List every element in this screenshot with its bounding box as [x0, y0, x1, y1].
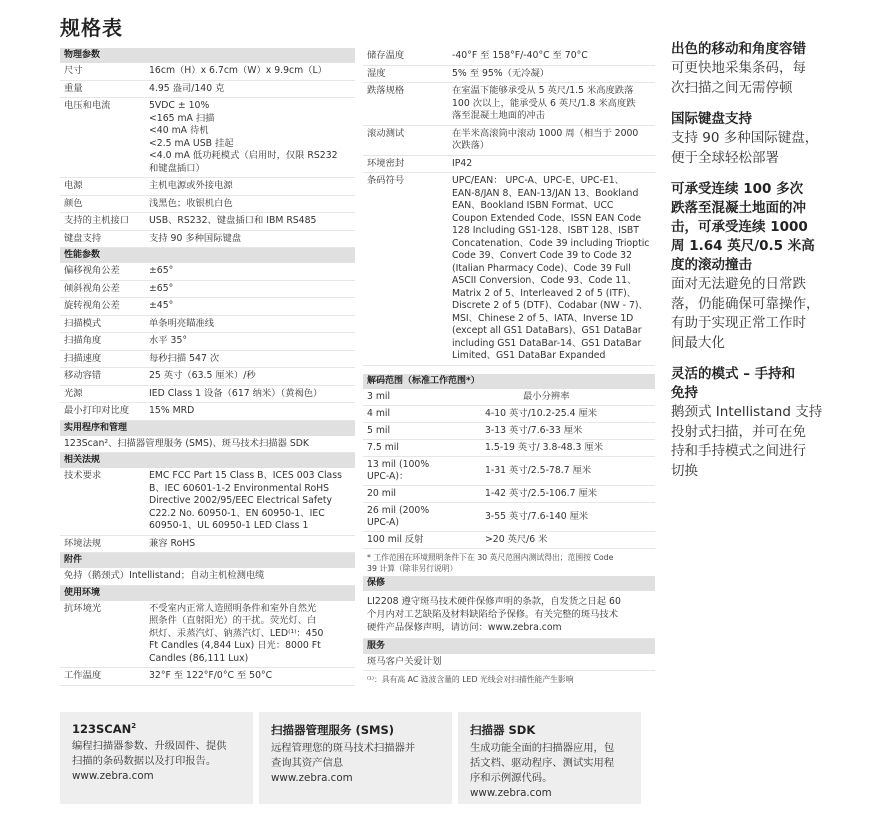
spec-value-line: Limited、GS1 DataBar Expanded — [452, 350, 606, 361]
text-line: LI2208 遵守斑马技术硬件保修声明的条款，自发货之日起 60 — [367, 595, 621, 607]
feature-body — [671, 59, 831, 98]
feature-title — [671, 40, 831, 59]
decode-row — [363, 457, 655, 486]
spec-label: 偏移视角公差 — [64, 265, 120, 276]
feature-body-line: 面对无法避免的日常跌 — [671, 276, 806, 292]
spec-row — [60, 536, 355, 554]
decode-density-line: 13 mil (100% — [367, 458, 430, 470]
spec-value-line: 水平 35° — [149, 335, 188, 346]
spec-label: 扫描角度 — [64, 335, 102, 346]
decode-barcode-density — [367, 459, 485, 483]
spec-row — [60, 63, 355, 81]
spec-value — [149, 405, 355, 418]
feature-title-line: 出色的移动和角度容错 — [671, 41, 806, 57]
spec-row — [60, 231, 355, 249]
decode-barcode-density — [367, 505, 485, 529]
spec-row — [363, 126, 655, 156]
spec-label: 重量 — [64, 82, 83, 94]
feature-block — [671, 365, 831, 481]
spec-value — [149, 265, 355, 278]
decode-row — [363, 503, 655, 532]
decode-row — [363, 406, 655, 423]
spec-value-line: 32°F 至 122°F/0°C 至 50°C — [149, 670, 273, 681]
decode-density-line: 4 mil — [367, 407, 391, 419]
spec-row — [60, 333, 355, 351]
feature-body-line: 落，仍能确保可靠操作， — [671, 295, 820, 312]
spec-label: 跌落规格 — [367, 85, 405, 96]
warranty-text — [363, 591, 655, 639]
spec-row — [60, 386, 355, 404]
spec-value-line: EAN-8/JAN 8、EAN-13/JAN 13、Bookland — [452, 187, 639, 199]
spec-value-line: Code 39、Convert Code 39 to Code 32 — [452, 250, 633, 261]
box-description-line: 生成功能全面的扫描器应用，包 — [470, 742, 615, 754]
box-title — [470, 722, 629, 738]
feature-title-line: 国际键盘支持 — [671, 111, 752, 127]
spec-value-line: EAN、Bookland ISBN Format、UCC — [452, 200, 614, 211]
spec-value-line: USB、RS232、键盘插口和 IBM RS485 — [149, 215, 317, 226]
spec-value-line: 5% 至 95%（无冷凝） — [452, 67, 550, 79]
spec-value — [149, 335, 355, 348]
spec-value — [149, 370, 355, 383]
spec-row — [60, 468, 355, 536]
box-123scan — [60, 712, 253, 804]
spec-label: 支持的主机接口 — [64, 215, 130, 226]
spec-value — [452, 50, 655, 63]
spec-value-line: ±45° — [149, 300, 174, 311]
decode-density-line: 20 mil — [367, 487, 397, 499]
box-description — [271, 741, 440, 771]
decode-header-value: 最小分辨率 — [523, 390, 570, 402]
spec-row — [363, 48, 655, 66]
spec-value-line: ASCII Conversion、Code 93、Code 11、 — [452, 275, 637, 286]
box-description-line: 括文档、驱动程序、测试实用程 — [470, 757, 615, 769]
decode-header-row — [363, 389, 655, 406]
spec-value — [149, 180, 355, 193]
spec-row — [60, 351, 355, 369]
page-title: 规格表 — [60, 16, 123, 40]
decode-barcode-density — [367, 408, 485, 420]
decode-rows — [363, 406, 655, 549]
spec-row — [363, 66, 655, 84]
box-sdk — [458, 712, 641, 804]
spec-value-line: Discrete 2 of 5 (DTF)、Codabar (NW - 7)、 — [452, 300, 648, 311]
spec-row — [60, 368, 355, 386]
spec-value — [149, 300, 355, 313]
feature-body-line: 有助于实现正常工作时 — [671, 315, 806, 331]
spec-value-line: UPC/EAN： UPC-A、UPC-E、UPC-E1、 — [452, 175, 624, 186]
decode-range-value: 1-42 英寸/2.5-106.7 厘米 — [485, 487, 598, 499]
spec-row — [60, 178, 355, 196]
spec-value-line: Directive 2002/95/EEC Electrical Safety — [149, 495, 332, 506]
box-description-line: 扫描的条码数据以及打印报告。 — [72, 755, 217, 767]
spec-value-line: 单条明亮瞄准线 — [149, 317, 215, 329]
spec-value — [149, 603, 355, 666]
led-footnote-text: ⁽¹⁾：具有高 AC 涟波含量的 LED 光线会对扫描性能产生影响 — [367, 675, 574, 684]
performance-rows — [60, 263, 355, 421]
feature-body-line: 次扫描之间无需停顿 — [671, 79, 793, 96]
box-description — [72, 739, 241, 769]
spec-label: 尺寸 — [64, 65, 83, 76]
spec-value-line: <40 mA 待机 — [149, 125, 209, 136]
spec-value-line: 4.95 盎司/140 克 — [149, 82, 225, 94]
text-line: 39 计算（除非另行说明） — [367, 563, 458, 573]
decode-density-line: UPC-A) — [367, 516, 400, 528]
spec-value — [149, 538, 355, 551]
spec-label: 湿度 — [367, 67, 386, 79]
text-line: 个月内对工艺缺陷及材料缺陷给予保修。有关完整的斑马技术 — [367, 608, 619, 620]
spec-value — [149, 283, 355, 296]
spec-value — [452, 175, 655, 363]
spec-label: 储存温度 — [367, 50, 405, 61]
spec-value-line: 次跌落） — [452, 140, 490, 151]
section-header-physical: 物理参数 — [60, 48, 355, 63]
spec-value-line: 128 Including GS1-128、ISBT 128、ISBT — [452, 225, 639, 236]
feature-block — [671, 110, 831, 168]
decode-range-value: 3-55 英寸/7.6-140 厘米 — [485, 510, 589, 522]
spec-value-line: 在半米高滚筒中滚动 1000 周（相当于 2000 — [452, 127, 639, 139]
spec-value-line: 不受室内正常人造照明条件和室外自然光 — [149, 602, 317, 614]
decode-row — [363, 423, 655, 440]
spec-value — [452, 85, 655, 123]
spec-value — [149, 670, 355, 683]
spec-value-line: 落至混凝土地面的冲击 — [452, 110, 545, 121]
decode-footnote — [363, 549, 655, 576]
feature-body — [671, 275, 831, 353]
spec-value-line: 和键盘插口） — [149, 162, 205, 174]
spec-value-line: (Italian Pharmacy Code)、Code 39 Full — [452, 262, 631, 274]
section-header-performance: 性能参数 — [60, 248, 355, 263]
spec-value — [149, 65, 355, 78]
spec-label: 光源 — [64, 387, 83, 399]
spec-value-line: EMC FCC Part 15 Class B、ICES 003 Class — [149, 470, 342, 481]
spec-label: 技术要求 — [64, 470, 102, 481]
text-line: 硬件产品保修声明，请访问：www.zebra.com — [367, 621, 562, 633]
spec-value-line: 浅黑色；收银机白色 — [149, 197, 233, 209]
decode-range-value: 3-13 英寸/7.6-33 厘米 — [485, 424, 583, 436]
spec-value — [149, 198, 355, 211]
spec-column-left — [60, 48, 355, 686]
spec-value-line: 照条件（直射阳光）的干扰。荧光灯、白 — [149, 615, 317, 626]
decode-density-line: 26 mil (200% — [367, 504, 430, 516]
feature-title-line: 周 1.64 英尺/0.5 米高 — [671, 238, 815, 254]
box-link[interactable]: www.zebra.com — [470, 787, 552, 799]
box-link[interactable]: www.zebra.com — [271, 772, 353, 784]
physical-rows — [60, 63, 355, 248]
accessories-text — [60, 568, 355, 586]
box-sms — [259, 712, 452, 804]
decode-range-value: 1.5-19 英寸/ 3.8-48.3 厘米 — [485, 441, 603, 453]
spec-value-line: -40°F 至 158°F/-40°C 至 70°C — [452, 50, 588, 61]
spec-value-line: Matrix 2 of 5、Interleaved 2 of 5 (ITF)、 — [452, 287, 637, 299]
spec-label: 环境密封 — [367, 157, 405, 169]
spec-label: 电压和电流 — [64, 100, 111, 111]
spec-label: 倾斜视角公差 — [64, 282, 120, 294]
spec-value-line: Concatenation、Code 39 including Trioptic — [452, 237, 650, 249]
spec-row — [60, 196, 355, 214]
spec-value-line: 在室温下能够承受从 5 英尺/1.5 米高度跌落 — [452, 85, 634, 96]
spec-value-line: Ft Candles (4,844 Lux) 日光：8000 Ft — [149, 640, 321, 651]
spec-value-line: MSI、Chinese 2 of 5、IATA、Inverse 1D — [452, 312, 634, 324]
spec-row — [363, 83, 655, 126]
spec-label: 环境法规 — [64, 537, 102, 549]
spec-label: 移动容错 — [64, 370, 102, 381]
section-header-service: 服务 — [363, 639, 655, 654]
spec-value-line: 5VDC ± 10% — [149, 100, 210, 111]
box-title-superscript: 2 — [131, 722, 137, 731]
spec-value — [149, 215, 355, 228]
spec-value-line: Candles (86,111 Lux) — [149, 652, 249, 664]
decode-density-line: UPC-A)： — [367, 470, 409, 482]
spec-value-line: IP42 — [452, 157, 473, 169]
decode-row — [363, 486, 655, 503]
section-header-accessories: 附件 — [60, 553, 355, 568]
accessories-value: 免持（鹅颈式）Intellistand；自动主机检测电缆 — [64, 570, 265, 581]
feature-title — [671, 110, 831, 129]
feature-body — [671, 403, 831, 481]
regulatory-rows — [60, 468, 355, 553]
spec-value-line: Coupon Extended Code、ISSN EAN Code — [452, 212, 642, 224]
spec-label: 键盘支持 — [64, 232, 102, 244]
spec-value — [452, 158, 655, 171]
box-description — [470, 741, 629, 786]
spec-value-line: C22.2 No. 60950-1、EN 60950-1、IEC — [149, 507, 325, 519]
decode-range-value: >20 英尺/6 米 — [485, 533, 548, 545]
spec-value-line: 每秒扫描 547 次 — [149, 352, 220, 364]
section-header-decode-range: 解码范围（标准工作范围*） — [363, 374, 655, 389]
feature-title-line: 可承受连续 100 多次 — [671, 181, 804, 197]
spec-value — [149, 100, 355, 175]
decode-row — [363, 532, 655, 549]
spec-label: 颜色 — [64, 197, 83, 209]
spec-label: 旋转视角公差 — [64, 300, 120, 311]
spec-value-line: 主机电源或外接电源 — [149, 180, 233, 191]
feature-title-line: 免持 — [671, 385, 698, 401]
box-title-text: 123SCAN — [72, 722, 132, 736]
box-link[interactable]: www.zebra.com — [72, 770, 154, 782]
feature-body-line: 投射式扫描，并可在免 — [671, 423, 806, 440]
spec-value — [452, 68, 655, 81]
feature-body — [671, 129, 831, 168]
decode-barcode-density — [367, 488, 485, 500]
decode-row — [363, 440, 655, 457]
spec-value-line: 25 英寸（63.5 厘米）/秒 — [149, 370, 256, 381]
box-title — [72, 722, 241, 736]
decode-density-line: 7.5 mil — [367, 441, 399, 453]
decode-density-line: 5 mil — [367, 424, 391, 436]
section-header-regulatory: 相关法规 — [60, 453, 355, 468]
feature-body-line: 切换 — [671, 462, 698, 479]
feature-highlights — [671, 40, 831, 493]
spec-row — [60, 98, 355, 178]
spec-value-line: 15% MRD — [149, 405, 195, 416]
box-description-line: 查询其资产信息 — [271, 757, 344, 769]
spec-row — [60, 316, 355, 334]
spec-value — [149, 83, 355, 96]
text-line: * 工作范围在环境照明条件下在 30 英尺范围内测试得出；范围按 Code — [367, 552, 614, 562]
spec-value-line: ±65° — [149, 282, 174, 294]
box-description-line: 编程扫描器参数、升级固件、提供 — [72, 740, 227, 752]
section-header-environment: 使用环境 — [60, 586, 355, 601]
spec-value-line: 兼容 RoHS — [149, 537, 196, 549]
service-text — [363, 654, 655, 672]
box-description-line: 远程管理您的斑马技术扫描器并 — [271, 742, 416, 754]
spec-value — [149, 318, 355, 331]
feature-body-line: 支持 90 多种国际键盘， — [671, 130, 819, 146]
spec-value-line: including GS1 DataBar-14、GS1 DataBar — [452, 337, 642, 349]
spec-value-line: <4.0 mA 低功耗模式（启用时，仅限 RS232 — [149, 150, 338, 161]
feature-block — [671, 180, 831, 353]
decode-barcode-density — [367, 425, 485, 437]
spec-label: 抗环境光 — [64, 602, 102, 614]
spec-label: 最小打印对比度 — [64, 405, 130, 416]
spec-value — [149, 388, 355, 401]
box-description-line: 序和示例源代码。 — [470, 772, 553, 784]
spec-label: 扫描模式 — [64, 317, 102, 329]
spec-value-line: 炽灯、汞蒸汽灯、钠蒸汽灯、LED⁽¹⁾：450 — [149, 627, 324, 639]
spec-row — [60, 81, 355, 99]
spec-value-line: IED Class 1 设备（617 纳米）（黄褐色） — [149, 387, 323, 399]
spec-value — [149, 233, 355, 246]
feature-title-line: 跌落至混凝土地面的冲 — [671, 200, 806, 216]
feature-title — [671, 180, 831, 275]
spec-label: 电源 — [64, 180, 83, 191]
spec-value-line: <165 mA 扫描 — [149, 112, 215, 124]
spec-row — [60, 403, 355, 421]
environment-rows — [60, 601, 355, 686]
spec-value-line: (except all GS1 DataBars)、GS1 DataBar — [452, 325, 642, 336]
decode-range-value: 4-10 英寸/10.2-25.4 厘米 — [485, 407, 598, 419]
spec-value-line: B、IEC 60601-1-2 Environmental RoHS — [149, 482, 330, 494]
decode-range-value: 1-31 英寸/2.5-78.7 厘米 — [485, 464, 592, 476]
decode-barcode-density — [367, 442, 485, 454]
utilities-text — [60, 436, 355, 454]
spec-row — [60, 281, 355, 299]
led-footnote — [363, 671, 655, 687]
spec-column-middle — [363, 48, 655, 687]
spec-row — [363, 173, 655, 366]
feature-body-line: 鹅颈式 Intellistand 支持 — [671, 404, 823, 420]
utilities-value: 123Scan²、扫描器管理服务 (SMS)、斑马技术扫描器 SDK — [64, 437, 309, 449]
feature-block — [671, 40, 831, 98]
feature-body-line: 间最大化 — [671, 334, 725, 351]
spec-value-line: 100 次以上，能承受从 6 英尺/1.8 米高度跌 — [452, 97, 636, 109]
spec-row — [60, 601, 355, 669]
spec-label: 工作温度 — [64, 670, 102, 681]
spec-value — [452, 128, 655, 153]
environment-rows-continued — [363, 48, 655, 366]
spec-value-line: 60950-1、UL 60950-1 LED Class 1 — [149, 520, 309, 531]
spec-value — [149, 353, 355, 366]
box-title-text: 扫描器管理服务 (SMS) — [271, 723, 395, 737]
feature-body-line: 便于全球轻松部署 — [671, 149, 779, 166]
feature-title-line: 灵活的模式 – 手持和 — [671, 366, 796, 382]
feature-title-line: 度的滚动撞击 — [671, 257, 752, 273]
spec-label: 条码符号 — [367, 175, 405, 186]
feature-title-line: 击，可承受连续 1000 — [671, 219, 808, 235]
feature-body-line: 可更快地采集条码，每 — [671, 60, 806, 76]
spec-value-line: ±65° — [149, 265, 174, 276]
spec-value — [149, 470, 355, 533]
feature-title — [671, 365, 831, 403]
spec-value-line: 支持 90 多种国际键盘 — [149, 232, 242, 244]
spec-label: 滚动测试 — [367, 127, 405, 139]
section-header-warranty: 保修 — [363, 576, 655, 591]
spec-row — [60, 668, 355, 686]
section-header-utilities: 实用程序和管理 — [60, 421, 355, 436]
spec-row — [60, 298, 355, 316]
spec-row — [60, 263, 355, 281]
spec-value-line: 16cm（H）x 6.7cm（W）x 9.9cm（L） — [149, 65, 327, 76]
feature-body-line: 持和手持模式之间进行 — [671, 443, 806, 459]
service-value: 斑马客户关爱计划 — [367, 655, 442, 667]
decode-header-label: 3 mil — [367, 390, 391, 402]
spec-label: 扫描速度 — [64, 352, 102, 364]
decode-barcode-density — [367, 534, 485, 546]
spec-row — [363, 156, 655, 174]
spec-value-line: <2.5 mA USB 挂起 — [149, 137, 234, 149]
spec-row — [60, 213, 355, 231]
decode-density-line: 100 mil 反射 — [367, 533, 424, 545]
box-title — [271, 722, 440, 738]
box-title-text: 扫描器 SDK — [470, 723, 536, 737]
